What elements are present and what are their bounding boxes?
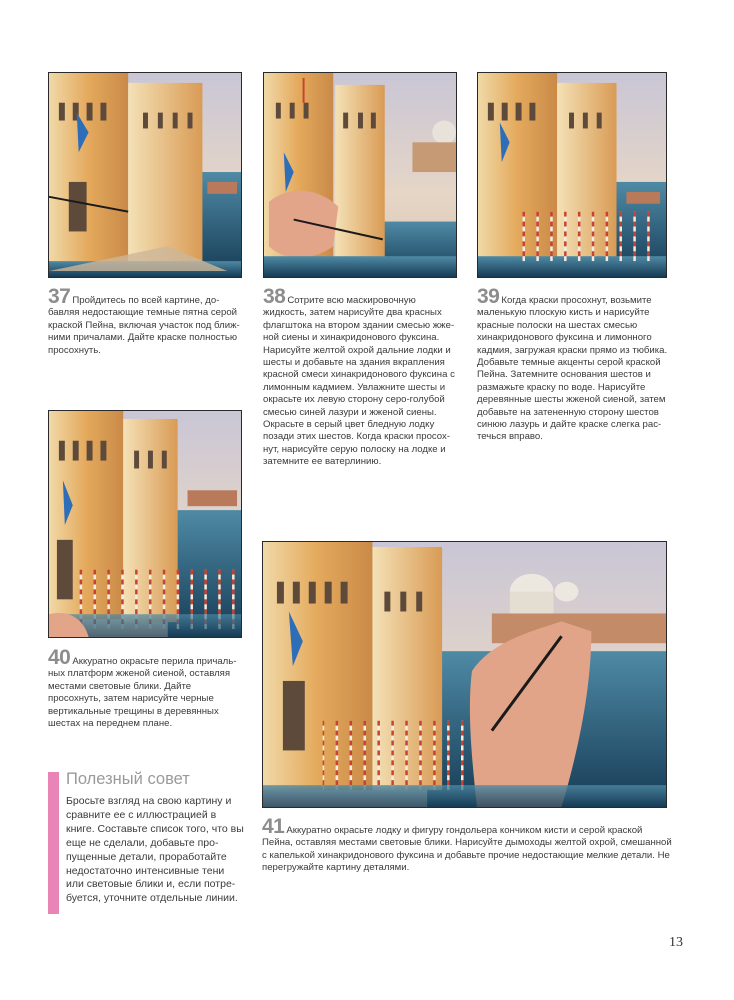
step-39-painting xyxy=(477,72,667,278)
step-41-painting xyxy=(262,541,667,808)
step-text: Аккуратно окрасьте перила причальных платформ жженой сиеной, оставляя местами световые блики. Дайте просохнуть, затем нарисуйте черные вертикальные трещины в деревянных шестах на переднем плане. xyxy=(48,656,237,730)
page-number: 13 xyxy=(669,935,683,950)
step-41 xyxy=(262,815,672,875)
tip-title: Полезный совет xyxy=(66,770,190,788)
tip-text: Бросьте взгляд на свою картину и сравните ее с иллюстрацией в книге. Составьте список того, что вы еще не сделали, добавьте пропущенные детали, проработайте недостаточно интенсивные тени или световые блики и, если потребуется, уточните отдельные линии. xyxy=(66,795,244,905)
step-number: 40 xyxy=(48,646,71,669)
step-40-painting xyxy=(48,410,242,638)
tip-accent-bar xyxy=(48,772,59,914)
step-text: Пройдитесь по всей картине, добавляя недостающие темные пятна серой краской Пейна, включая участок под ближними причалами. Дайте краске полностью просохнуть. xyxy=(48,295,240,356)
step-38-painting xyxy=(263,72,457,278)
step-39 xyxy=(477,285,669,444)
step-text: Аккуратно окрасьте лодку и фигуру гондольера кончиком кисти и серой краской Пейна, оставляя местами световые блики. Нарисуйте дымоходы желтой охрой, смешанной с капелькой хинакридонового фуксина и добавьте прочие недостающие мелкие детали. Не перегружайте картину деталями. xyxy=(262,825,672,874)
step-37 xyxy=(48,285,244,357)
step-38 xyxy=(263,285,461,469)
step-number: 38 xyxy=(263,285,286,308)
step-number: 41 xyxy=(262,815,285,838)
step-text: Сотрите всю маскировочную жидкость, затем нарисуйте два красных флагштока на втором здании смесью жженой сиены и хинакридонового фуксина. Нарисуйте желтой охрой дальние лодки и шесты и добавьте на здания вкрапления красной смеси хинакридонового фуксина с лимонным кадмием. Увлажните шесты и окрасьте их левую сторону серо-голубой смесью синей лазури и жженой сиены. Окрасьте в серый цвет бледную лодку позади этих шестов. Когда краски просохнут, нарисуйте серую полоску на лодке и затемните ее ватерлинию. xyxy=(263,295,455,468)
step-number: 37 xyxy=(48,285,71,308)
step-text: Когда краски просохнут, возьмите маленькую плоскую кисть и нарисуйте красные полоски на шестах смесью хинакридонового фуксина и лимонного кадмия, загружая краски прямо из тюбика. Добавьте темные акценты серой краской Пейна. Затемните основания шестов и размажьте краску по воде. Нарисуйте деревянные шесты жженой сиеной, затем добавьте на затененную сторону шестов синюю лазурь и дайте краске слегка растечься вправо. xyxy=(477,295,668,443)
step-40 xyxy=(48,646,246,730)
step-number: 39 xyxy=(477,285,500,308)
step-37-painting xyxy=(48,72,242,278)
